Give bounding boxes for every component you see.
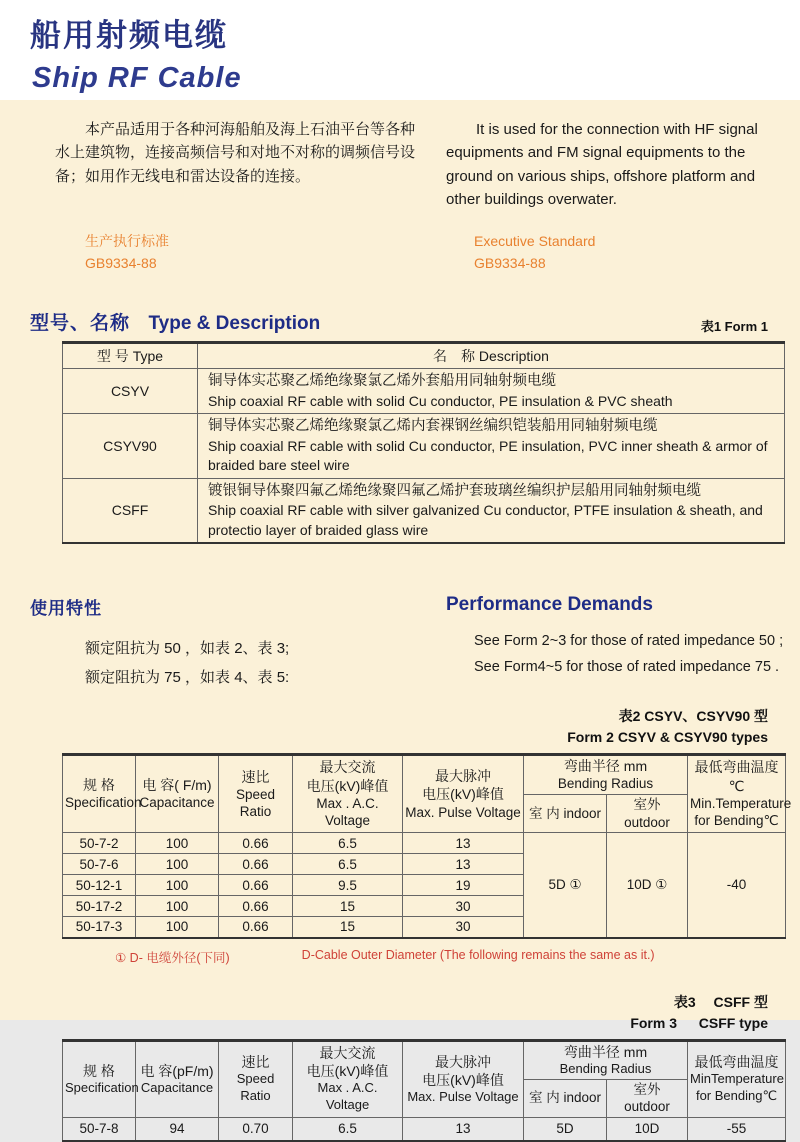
form2-label-chinese: 表2 CSYV、CSYV90 型 xyxy=(618,708,768,725)
cell-min-temperature: -40 xyxy=(688,833,786,938)
cell-spec: 50-17-3 xyxy=(63,917,136,938)
cell-capacitance: 100 xyxy=(136,896,219,917)
description-english: Ship coaxial RF cable with silver galvanized Cu conductor, PTFE insulation & sheath, and protectio layer of braided glass wire xyxy=(208,502,763,538)
cell-ac-voltage: 6.5 xyxy=(293,1117,403,1141)
cell-capacitance: 100 xyxy=(136,875,219,896)
cell-pulse-voltage: 13 xyxy=(403,833,524,854)
cell-speed: 0.66 xyxy=(219,896,293,917)
performance-section xyxy=(30,594,785,692)
standard-value-english: GB9334-88 xyxy=(474,254,546,271)
cell-speed: 0.66 xyxy=(219,833,293,854)
cell-outdoor-radius: 10D ① xyxy=(607,833,688,938)
form2-label-english: Form 2 CSYV & CSYV90 types xyxy=(567,729,768,746)
description-chinese: 铜导体实芯聚乙烯绝缘聚氯乙烯外套船用同轴射频电缆 xyxy=(208,373,556,390)
cell-ac-voltage: 6.5 xyxy=(293,854,403,875)
note-impedance-75-cn: 额定阻抗为 75 ，如表 4、表 5: xyxy=(85,668,290,686)
note-impedance-50-cn: 额定阻抗为 50 ，如表 2、表 3; xyxy=(85,640,290,658)
header-type: 型 号 Type xyxy=(63,343,198,369)
cell-spec: 50-17-2 xyxy=(63,896,136,917)
cell-capacitance: 94 xyxy=(136,1117,219,1141)
form1-label: 表1 Form 1 xyxy=(700,319,768,335)
table-row xyxy=(63,369,785,414)
section-heading-english: Type & Description xyxy=(148,313,321,335)
header-specification: 规 格 Specification xyxy=(63,1040,136,1117)
cell-capacitance: 100 xyxy=(136,854,219,875)
header-description: 名 称 Description xyxy=(198,343,785,369)
cell-pulse-voltage: 13 xyxy=(403,1117,524,1141)
cell-description xyxy=(198,478,785,543)
intro-paragraph-english: It is used for the connection with HF signal equipments and FM signal equipments to the ground on various ships, offshore platform and other buildings overwater. xyxy=(446,121,758,208)
page-title-chinese: 船用射频电缆 xyxy=(30,18,228,53)
cell-type: CSFF xyxy=(63,478,198,543)
table-row xyxy=(63,1117,786,1141)
cell-indoor-radius: 5D xyxy=(524,1117,607,1141)
cell-type: CSYV xyxy=(63,369,198,414)
page-content xyxy=(0,100,800,1137)
note-impedance-50-en: See Form 2~3 for those of rated impedance 50 ; xyxy=(474,633,784,650)
header-bending-radius: 弯曲半径 mm Bending Radius xyxy=(524,1040,688,1079)
form3-label-english: Form 3 CSFF type xyxy=(630,1014,768,1031)
cell-pulse-voltage: 30 xyxy=(403,896,524,917)
footnote-chinese: ① D- 电缆外径(下同) xyxy=(115,950,230,965)
section-heading-chinese: 型号、名称 xyxy=(30,313,131,335)
header-min-temperature: 最低弯曲温度 MinTemperature for Bending℃ xyxy=(688,1040,786,1117)
standard-block-chinese xyxy=(85,231,418,274)
page-header xyxy=(0,0,800,100)
cell-spec: 50-7-2 xyxy=(63,833,136,854)
header-min-temperature: 最低弯曲温度 ℃ Min.Temperature for Bending℃ xyxy=(688,755,786,833)
header-outdoor: 室外 outdoor xyxy=(607,1079,688,1117)
description-chinese: 镀银铜导体聚四氟乙烯绝缘聚四氟乙烯护套玻璃丝编织护层船用同轴射频电缆 xyxy=(208,482,701,499)
cell-outdoor-radius: 10D xyxy=(607,1117,688,1141)
description-english: Ship coaxial RF cable with solid Cu conductor, PE insulation, PVC inner sheath & armor of braided bare steel wire xyxy=(208,437,768,474)
footnote-english: D-Cable Outer Diameter (The following remains the same as it.) xyxy=(301,947,655,962)
performance-notes-english xyxy=(474,628,785,680)
cell-description xyxy=(198,369,785,414)
table-header-row xyxy=(63,1040,786,1079)
cell-spec: 50-12-1 xyxy=(63,875,136,896)
header-max-ac-voltage: 最大交流 电压(kV)峰值 Max . A.C. Voltage xyxy=(293,1040,403,1117)
standard-value-chinese: GB9334-88 xyxy=(85,254,157,271)
cell-pulse-voltage: 30 xyxy=(403,917,524,938)
header-indoor: 室 内 indoor xyxy=(524,794,607,832)
table-row xyxy=(63,478,785,543)
section-heading xyxy=(30,308,320,335)
csyv-performance-table xyxy=(62,753,792,938)
header-specification: 规 格 Specification xyxy=(63,755,136,833)
cell-description xyxy=(198,414,785,478)
table-header-row xyxy=(63,343,785,369)
header-bending-radius: 弯曲半径 mm Bending Radius xyxy=(524,755,688,795)
standard-section xyxy=(30,211,785,274)
header-capacitance: 电 容( F/m) Capacitance xyxy=(136,755,219,833)
header-speed-ratio: 速比 Speed Ratio xyxy=(219,1040,293,1117)
cell-pulse-voltage: 19 xyxy=(403,875,524,896)
header-speed-ratio: 速比 Speed Ratio xyxy=(219,755,293,833)
intro-paragraph-chinese: 本产品适用于各种河海船舶及海上石油平台等各种水上建筑物，连接高频信号和对地不对称的调频信号设备；如用作无线电和雷达设备的连接。 xyxy=(55,121,416,185)
header-outdoor: 室外 outdoor xyxy=(607,794,688,832)
cell-type: CSYV90 xyxy=(63,414,198,478)
standard-label-chinese: 生产执行标准 xyxy=(85,233,169,249)
cell-spec: 50-7-6 xyxy=(63,854,136,875)
performance-heading-english: Performance Demands xyxy=(446,594,653,616)
cell-ac-voltage: 15 xyxy=(293,896,403,917)
header-indoor: 室 内 indoor xyxy=(524,1079,607,1117)
cell-ac-voltage: 6.5 xyxy=(293,833,403,854)
page-title-english: Ship RF Cable xyxy=(32,62,242,94)
form3-label-chinese: 表3 CSFF 型 xyxy=(673,993,768,1010)
form2-label xyxy=(30,706,785,748)
note-impedance-75-en: See Form4~5 for those of rated impedance 75 . xyxy=(474,659,780,676)
type-description-table xyxy=(62,341,785,544)
cell-min-temperature: -55 xyxy=(688,1117,786,1141)
cell-indoor-radius: 5D ① xyxy=(524,833,607,938)
standard-label-english: Executive Standard xyxy=(474,233,596,249)
cell-speed: 0.66 xyxy=(219,875,293,896)
cell-capacitance: 100 xyxy=(136,833,219,854)
csff-performance-table xyxy=(62,1039,786,1142)
performance-heading-chinese: 使用特性 xyxy=(30,599,102,619)
footnote xyxy=(115,948,785,966)
cell-ac-voltage: 15 xyxy=(293,917,403,938)
header-max-ac-voltage: 最大交流 电压(kV)峰值 Max . A.C. Voltage xyxy=(293,755,403,833)
intro-section xyxy=(30,118,785,211)
cell-spec: 50-7-8 xyxy=(63,1117,136,1141)
table-row xyxy=(63,414,785,478)
cell-speed: 0.70 xyxy=(219,1117,293,1141)
cell-capacitance: 100 xyxy=(136,917,219,938)
description-chinese: 铜导体实芯聚乙烯绝缘聚氯乙烯内套裸钢丝编织铠装船用同轴射频电缆 xyxy=(208,418,658,435)
cell-speed: 0.66 xyxy=(219,917,293,938)
description-english: Ship coaxial RF cable with solid Cu conductor, PE insulation & PVC sheath xyxy=(208,392,673,409)
performance-notes-chinese xyxy=(85,635,418,692)
header-max-pulse-voltage: 最大脉冲 电压(kV)峰值 Max. Pulse Voltage xyxy=(403,755,524,833)
type-description-heading-row xyxy=(30,308,785,335)
standard-block-english xyxy=(474,231,785,274)
header-max-pulse-voltage: 最大脉冲 电压(kV)峰值 Max. Pulse Voltage xyxy=(403,1040,524,1117)
table-row xyxy=(63,833,786,854)
header-capacitance: 电 容(pF/m) Capacitance xyxy=(136,1040,219,1117)
cell-pulse-voltage: 13 xyxy=(403,854,524,875)
table-header-row xyxy=(63,755,786,795)
cell-ac-voltage: 9.5 xyxy=(293,875,403,896)
form3-label xyxy=(30,992,785,1034)
cell-speed: 0.66 xyxy=(219,854,293,875)
